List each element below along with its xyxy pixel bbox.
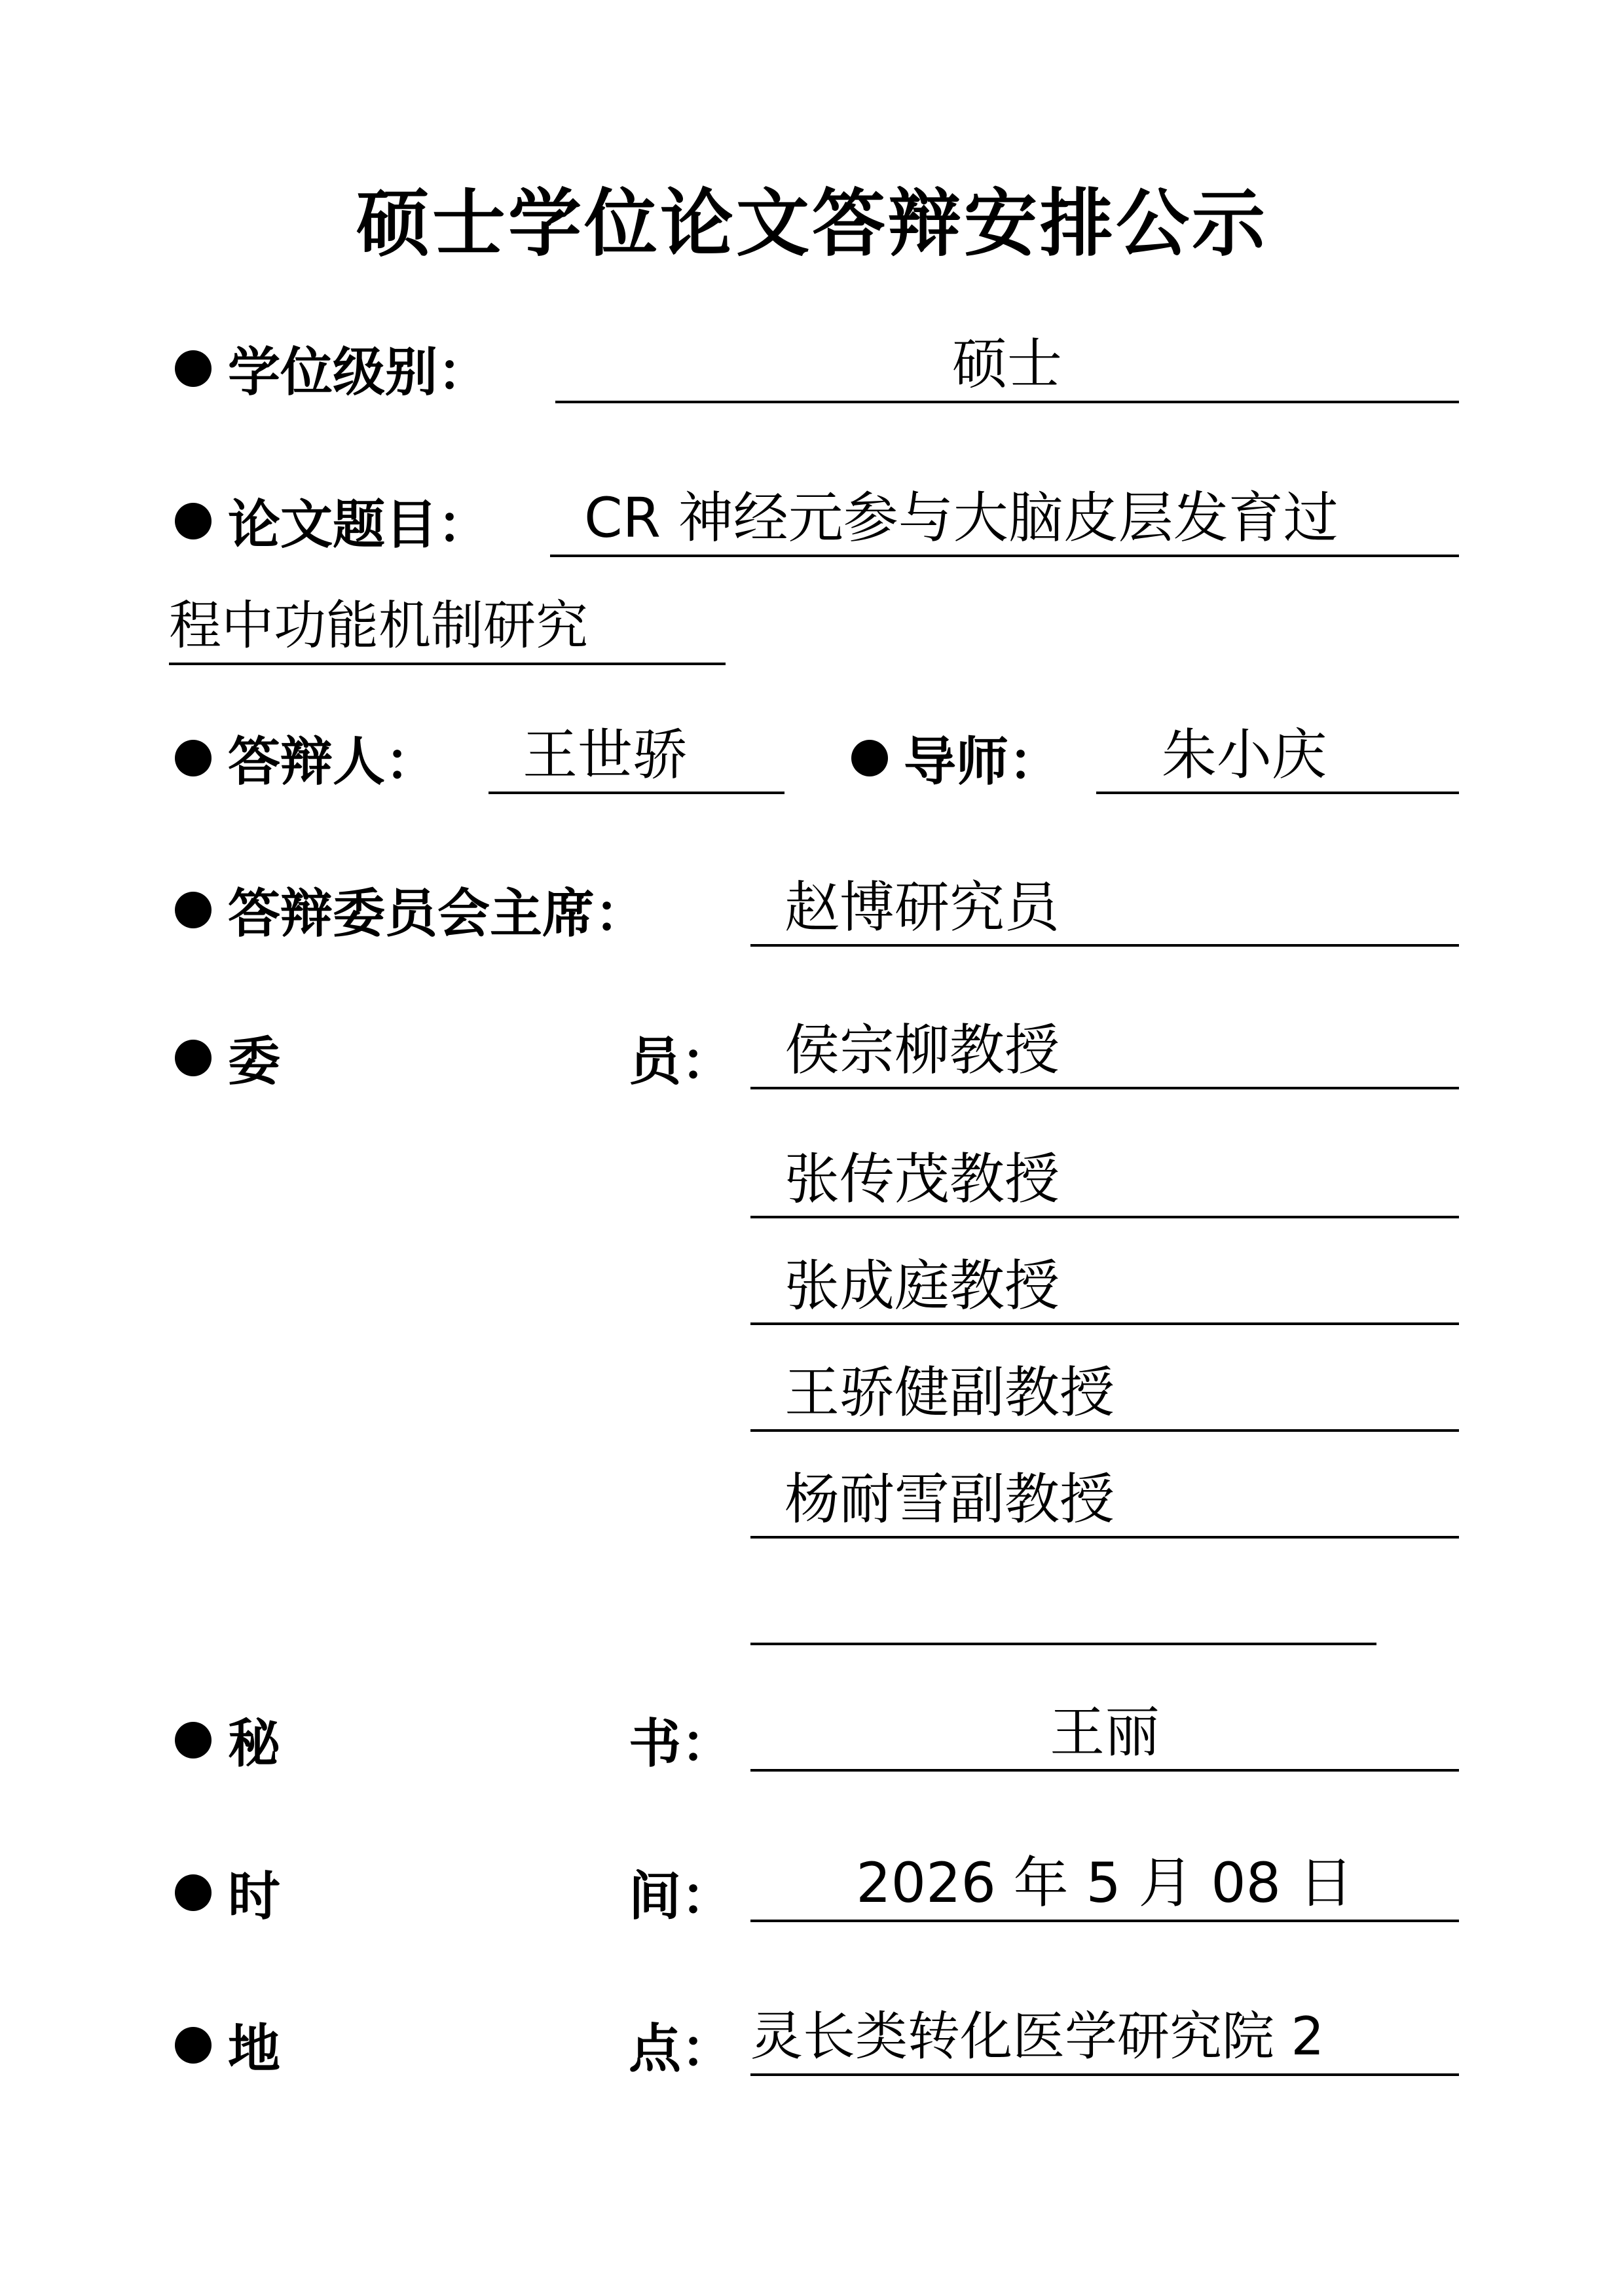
degree-label: 学位级别： xyxy=(228,341,490,403)
advisor-value: 朱小庆 xyxy=(1162,723,1327,787)
location-label-left: 地 xyxy=(228,2018,280,2079)
members-label-left: 委 xyxy=(228,1030,280,1092)
time-field xyxy=(750,1846,1459,1922)
secretary-field xyxy=(750,1696,1459,1772)
thesis-field-line1 xyxy=(550,481,1459,557)
chair-value: 赵博研究员 xyxy=(784,875,1060,939)
secretary-value: 王丽 xyxy=(1049,1700,1160,1764)
defender-field xyxy=(489,718,784,794)
member-field-5 xyxy=(750,1463,1459,1539)
chair-field xyxy=(750,871,1459,947)
time-value: 2026 年 5 月 08 日 xyxy=(856,1851,1354,1915)
bullet-icon xyxy=(175,1040,212,1076)
page-title: 硕士学位论文答辩安排公示 xyxy=(356,181,1268,266)
secretary-label-left: 秘 xyxy=(228,1713,280,1774)
location-label-right: 点： xyxy=(629,2018,733,2079)
member-value-1: 侯宗柳教授 xyxy=(784,1018,1060,1082)
degree-value: 硕士 xyxy=(951,332,1062,396)
time-label-left: 时 xyxy=(228,1865,280,1927)
member-value-4: 王骄健副教授 xyxy=(784,1360,1115,1425)
thesis-field-line2 xyxy=(169,589,726,665)
member-field-2 xyxy=(750,1142,1459,1218)
location-value: 灵长类转化医学研究院 2 xyxy=(750,2006,1325,2067)
member-field-1 xyxy=(750,1013,1459,1089)
bullet-icon xyxy=(851,740,888,776)
bullet-icon xyxy=(175,503,212,539)
degree-field xyxy=(555,327,1459,403)
bullet-icon xyxy=(175,1874,212,1911)
member-value-5: 杨耐雪副教授 xyxy=(784,1467,1115,1531)
thesis-label: 论文题目： xyxy=(228,494,490,555)
secretary-label-right: 书： xyxy=(629,1713,733,1774)
time-label-right: 间： xyxy=(629,1865,733,1927)
bullet-icon xyxy=(175,350,212,387)
bullet-icon xyxy=(175,2027,212,2064)
member-value-3: 张成庭教授 xyxy=(784,1254,1060,1318)
member-field-4 xyxy=(750,1356,1459,1432)
bullet-icon xyxy=(175,1722,212,1758)
chair-label: 答辩委员会主席： xyxy=(228,883,647,944)
members-label-right: 员： xyxy=(629,1030,733,1092)
advisor-label: 导师： xyxy=(904,731,1061,792)
member-value-2: 张传茂教授 xyxy=(784,1147,1060,1211)
bullet-icon xyxy=(175,740,212,776)
location-field xyxy=(750,2000,1459,2076)
bullet-icon xyxy=(175,892,212,928)
thesis-value-line2: 程中功能机制研究 xyxy=(169,595,588,656)
member-field-6 xyxy=(750,1569,1376,1645)
member-value-6 xyxy=(750,1574,784,1638)
member-field-3 xyxy=(750,1249,1459,1325)
defender-label: 答辩人： xyxy=(228,731,437,792)
advisor-field xyxy=(1096,718,1459,794)
defender-value: 王世骄 xyxy=(523,723,688,787)
thesis-value-line1: CR 神经元参与大脑皮层发育过 xyxy=(584,486,1338,550)
